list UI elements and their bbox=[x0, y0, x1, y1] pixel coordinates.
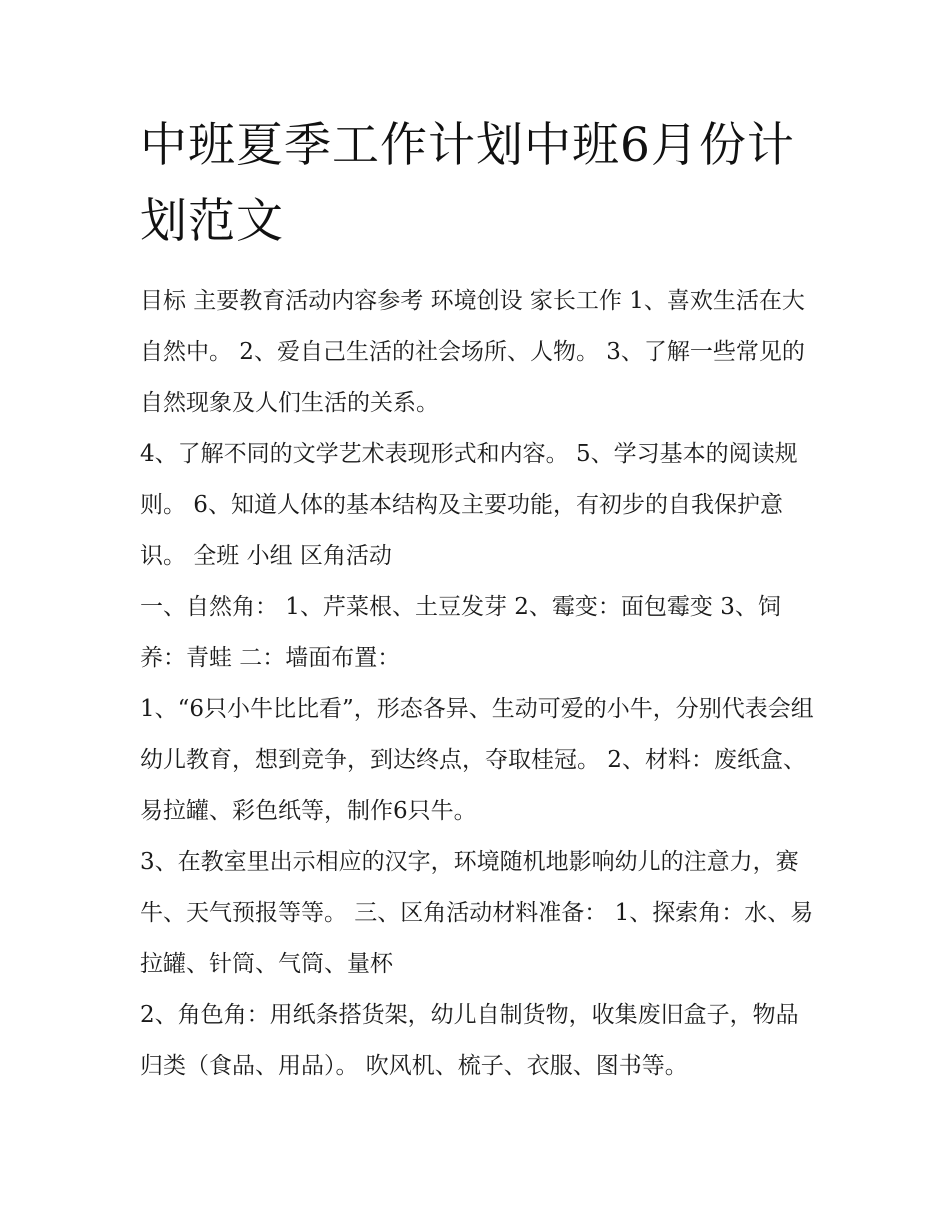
paragraph: 4、了解不同的文学艺术表现形式和内容。 5、学习基本的阅读规则。 6、知道人体的基本结构及主要功能，有初步的自我保护意识。 全班 小组 区角活动 bbox=[140, 441, 798, 569]
paragraph: 1、“6只小牛比比看”，形态各异、生动可爱的小牛，分别代表会组幼儿教育，想到竞争，到达终点，夺取桂冠。 2、材料：废纸盒、易拉罐、彩色纸等，制作6只牛。 bbox=[140, 696, 814, 824]
document-body bbox=[140, 276, 820, 1092]
paragraph: 2、角色角：用纸条搭货架，幼儿自制货物，收集废旧盒子，物品归类（食品、用品）。 吹风机、梳子、衣服、图书等。 bbox=[140, 1002, 799, 1079]
document-title: 中班夏季工作计划中班6月份计划范文 bbox=[140, 118, 795, 249]
paragraph: 3、在教室里出示相应的汉字，环境随机地影响幼儿的注意力，赛牛、天气预报等等。 三、区角活动材料准备： 1、探索角：水、易拉罐、针筒、气筒、量杯 bbox=[140, 849, 814, 977]
paragraph: 一、自然角： 1、芹菜根、土豆发芽 2、霉变：面包霉变 3、饲养：青蛙 二：墙面布置： bbox=[140, 594, 781, 671]
paragraph: 目标 主要教育活动内容参考 环境创设 家长工作 1、喜欢生活在大自然中。 2、爱自己生活的社会场所、人物。 3、了解一些常见的自然现象及人们生活的关系。 bbox=[140, 288, 805, 416]
